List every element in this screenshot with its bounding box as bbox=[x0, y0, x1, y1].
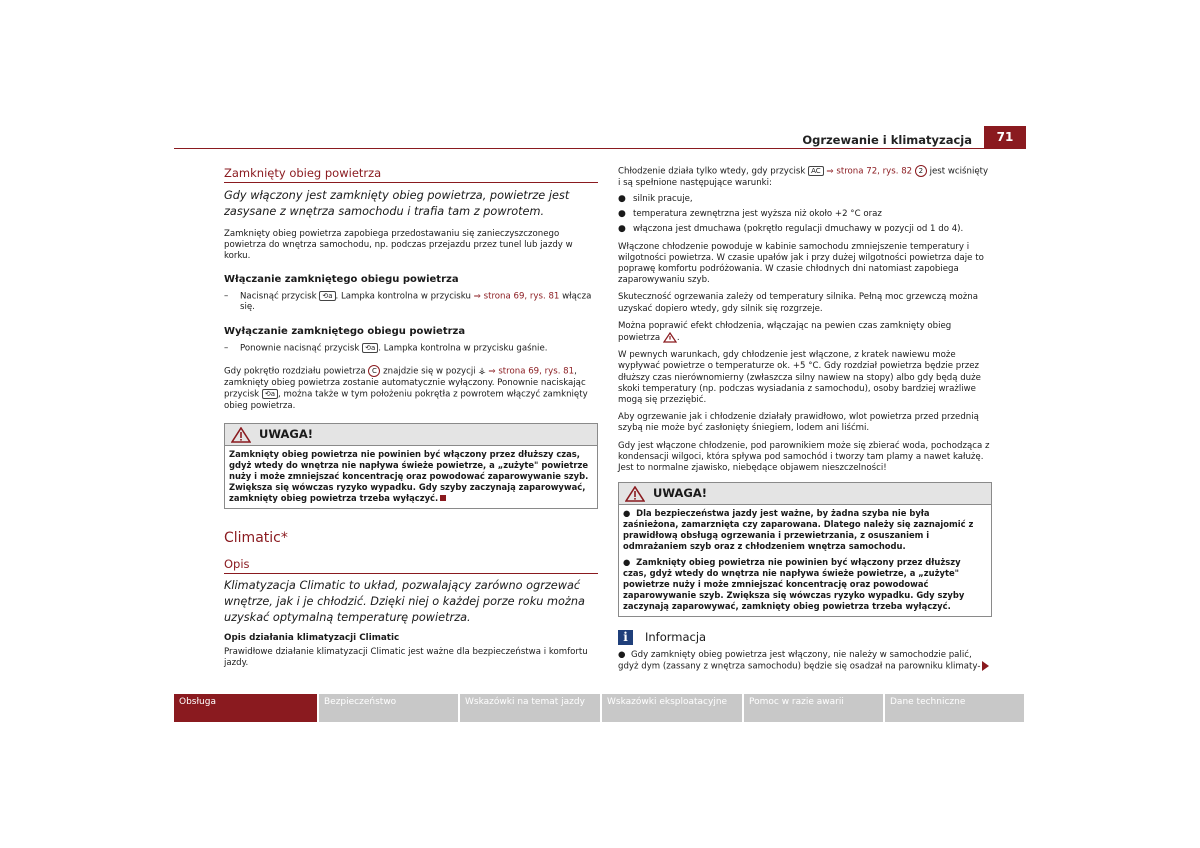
recirculation-key-icon: ⟲a bbox=[362, 343, 378, 353]
right-column bbox=[618, 165, 992, 673]
condition-list bbox=[618, 194, 992, 236]
paragraph-cold-air: W pewnych warunkach, gdy chłodzenie jest włączone, z kratek nawiewu może wypływać powietrze o temperaturze ok. +5 °C. Gdy rozdział powietrza będzie przez dłuższy czas nierównomierny (zwłaszcza silny nawiew na stopy) albo gdy będą duże skoki temperatury (np. podczas wysiadania z samochodu), osoby bardziej wrażliwe mogą się przeziębić. bbox=[618, 350, 981, 405]
continue-arrow-icon bbox=[982, 661, 989, 671]
circle-2-icon: 2 bbox=[915, 165, 927, 177]
paragraph-distribution-knob: Gdy pokrętło rozdziału powietrza C znajdzie się w pozycji ⚶ ⇒ strona 69, rys. 81, zamknięty obieg powietrza zostanie automatycznie wyłączony. Ponownie naciskając przycisk ⟲a , można także w tym położeniu pokrętła z powrotem włączyć zamknięty obieg powietrza. bbox=[224, 366, 588, 411]
bullet-icon: ● bbox=[618, 209, 626, 220]
lead-closed-circulation: Gdy włączony jest zamknięty obieg powietrza, powietrze jest zasysane z wnętrza samochodu i trafia tam z powrotem. bbox=[224, 189, 570, 218]
recirculation-key-icon: ⟲a bbox=[262, 389, 278, 399]
warning-triangle-icon bbox=[625, 486, 645, 502]
list-item: ● silnik pracuje, bbox=[618, 193, 693, 204]
paragraph-condensation: Gdy jest włączone chłodzenie, pod parownikiem może się zbierać woda, pochodząca z kondensacji wilgoci, która spływa pod samochód i tworzy tam plamy a nawet kałużę. Jest to normalne zjawisko, niebędące objawem nieszczelności! bbox=[618, 440, 990, 473]
warning-item: ● Dla bezpieczeństwa jazdy jest ważne, by żadna szyba nie była zaśnieżona, zamarznięta czy zaparowana. Dlatego należy się zaznajomić z prawidłową obsługą ogrzewania i przewietrzania, z osuszaniem i odmrażaniem szyb oraz z chłodzeniem wnętrza samochodu. bbox=[623, 508, 974, 552]
warning-body bbox=[619, 505, 991, 616]
warning-triangle-icon bbox=[663, 333, 677, 343]
tab-technical-data[interactable]: Dane techniczne bbox=[885, 694, 1024, 722]
subheading-switch-on: Włączanie zamkniętego obiegu powietrza bbox=[224, 273, 459, 285]
section-heading-closed-circulation: Zamknięty obieg powietrza bbox=[224, 166, 598, 183]
paragraph-improve-cooling: Można poprawić efekt chłodzenia, włączając na pewien czas zamknięty obieg powietrza . bbox=[618, 320, 952, 343]
step-switch-off: – Ponownie nacisnąć przycisk ⟲a . Lampka kontrolna w przycisku gaśnie. bbox=[224, 342, 548, 354]
warning-box bbox=[224, 423, 598, 509]
windshield-defrost-icon: ⚶ bbox=[478, 366, 489, 377]
info-title: Informacja bbox=[645, 630, 707, 645]
warning-body: Zamknięty obieg powietrza nie powinien być włączony przez dłuższy czas, gdyż wtedy do wnętrza nie napływa świeże powietrze, a „zużyte" powietrze nuży i może zmniejszać koncentrację oraz powodować zaparowywanie szyb. Zwiększa się wówczas ryzyko wypadku. Gdy szyby zaczynają zaparowywać, zamknięty obieg powietrza trzeba wyłączyć. bbox=[229, 449, 589, 504]
bullet-icon: ● bbox=[618, 193, 626, 204]
step-switch-on: – Nacisnąć przycisk ⟲a . Lampka kontrolna w przycisku ⇒ strona 69, rys. 81 włącza się. bbox=[224, 290, 592, 313]
warning-header bbox=[225, 424, 597, 446]
warning-title: UWAGA! bbox=[653, 486, 707, 501]
info-header bbox=[618, 630, 992, 645]
paragraph-closed-circulation: Zamknięty obieg powietrza zapobiega przedostawaniu się zanieczyszczonego powietrza do wnętrza samochodu, np. podczas przejazdu przez tunel lub jazdy w korku. bbox=[224, 229, 573, 262]
tab-driving-tips[interactable]: Wskazówki na temat jazdy bbox=[460, 694, 600, 722]
warning-header bbox=[619, 483, 991, 505]
warning-box bbox=[618, 482, 992, 617]
chapter-tabs bbox=[174, 694, 1026, 722]
page-number: 71 bbox=[984, 126, 1026, 149]
left-column bbox=[224, 166, 598, 669]
subheading-climatic-operation: Opis działania klimatyzacji Climatic bbox=[224, 633, 400, 644]
chapter-heading-climatic: Climatic* bbox=[224, 530, 288, 547]
page-link[interactable]: ⇒ strona 69, rys. 81 bbox=[473, 291, 560, 302]
header-rule bbox=[174, 148, 984, 149]
warning-title: UWAGA! bbox=[259, 426, 313, 441]
bullet-icon: ● bbox=[623, 557, 637, 568]
warning-triangle-icon bbox=[231, 427, 251, 443]
section-heading-description: Opis bbox=[224, 557, 598, 574]
end-of-section-icon bbox=[440, 495, 446, 501]
list-item: ● włączona jest dmuchawa (pokrętło regulacji dmuchawy w pozycji od 1 do 4). bbox=[618, 224, 964, 235]
running-header: Ogrzewanie i klimatyzacja bbox=[802, 133, 972, 147]
page-link[interactable]: ⇒ strona 72, rys. 82 bbox=[826, 166, 913, 177]
tab-breakdown-help[interactable]: Pomoc w razie awarii bbox=[744, 694, 883, 722]
lead-climatic: Klimatyzacja Climatic to układ, pozwalający zarówno ogrzewać wnętrze, jak i je chłodzić. Dzięki niej o każdej porze roku można uzyskać optymalną temperaturę powietrza. bbox=[224, 579, 585, 625]
paragraph-climatic-operation: Prawidłowe działanie klimatyzacji Climatic jest ważne dla bezpieczeństwa i komfortu jazdy. bbox=[224, 647, 588, 669]
tab-obsluga[interactable]: Obsługa bbox=[174, 694, 317, 722]
bullet-icon: ● bbox=[618, 224, 626, 235]
recirculation-key-icon: ⟲a bbox=[319, 291, 335, 301]
bullet-icon: ● bbox=[618, 650, 631, 661]
paragraph-cooling-conditions: Chłodzenie działa tylko wtedy, gdy przycisk AC ⇒ strona 72, rys. 82 2 jest wciśnięty i są spełnione następujące warunki: bbox=[618, 166, 989, 188]
paragraph-cooling-effect: Włączone chłodzenie powoduje w kabinie samochodu zmniejszenie temperatury i wilgotności powietrza. W czasie upałów jak i przy dużej wilgotności powietrza daje to poprawę komfortu podróżowania. W czasie chłodnych dni natomiast zapobiega zaparowywaniu szyb. bbox=[618, 241, 984, 286]
warning-item: ● Zamknięty obieg powietrza nie powinien być włączony przez dłuższy czas, gdyż wtedy do wnętrza nie napływa świeże powietrze, a „zużyte" powietrze nuży i może zmniejszać koncentrację oraz powodować zaparowywanie szyb. Zwiększa się wówczas ryzyko wypadku. Gdy szyby zaczynają zaparowywać, zamknięty obieg powietrza trzeba wyłączyć. bbox=[623, 557, 965, 612]
page-link[interactable]: ⇒ strona 69, rys. 81 bbox=[488, 366, 575, 377]
info-icon: i bbox=[618, 630, 633, 645]
paragraph-air-intake: Aby ogrzewanie jak i chłodzenie działały prawidłowo, wlot powietrza przed przednią szybą nie może być zasłonięty śniegiem, lodem ani liśćmi. bbox=[618, 412, 979, 434]
ac-key-icon: AC bbox=[808, 166, 824, 176]
tab-bezpieczenstwo[interactable]: Bezpieczeństwo bbox=[319, 694, 458, 722]
tab-maintenance-tips[interactable]: Wskazówki eksploatacyjne bbox=[602, 694, 742, 722]
circle-c-icon: C bbox=[368, 365, 380, 377]
paragraph-heating-efficiency: Skuteczność ogrzewania zależy od temperatury silnika. Pełną moc grzewczą można uzyskać dopiero wtedy, gdy silnik się rozgrzeje. bbox=[618, 292, 978, 314]
subheading-switch-off: Wyłączanie zamkniętego obiegu powietrza bbox=[224, 325, 466, 337]
list-item: ● temperatura zewnętrzna jest wyższa niż około +2 °C oraz bbox=[618, 209, 882, 220]
info-text: ● Gdy zamknięty obieg powietrza jest włączony, nie należy w samochodzie palić, gdyż dym (zassany z wnętrza samochodu) będzie się osadzał na parowniku klimaty- bbox=[618, 650, 992, 673]
bullet-icon: ● bbox=[623, 508, 637, 519]
